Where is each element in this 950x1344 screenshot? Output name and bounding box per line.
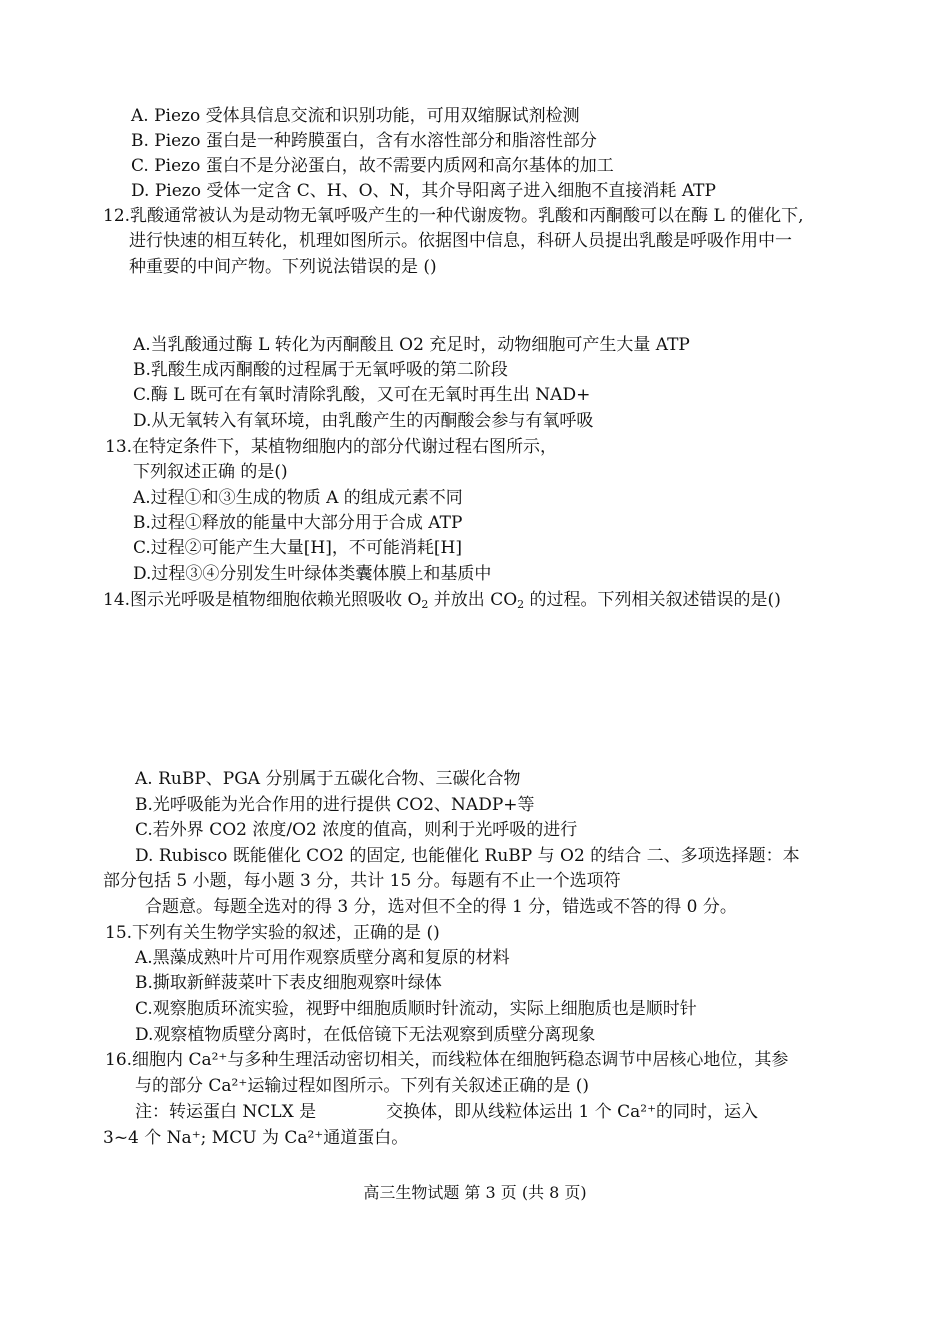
q11-option-c: C. Piezo 蛋白不是分泌蛋白，故不需要内质网和高尔基体的加工 — [131, 156, 614, 176]
q14-option-c: C.若外界 CO2 浓度/O2 浓度的值高，则利于光呼吸的进行 — [135, 820, 578, 840]
q16-note-part-b: 交换体，即从线粒体运出 1 个 Ca²⁺的同时，运入 — [386, 1102, 759, 1122]
q12-stem-line1: 12.乳酸通常被认为是动物无氧呼吸产生的一种代谢废物。乳酸和丙酮酸可以在酶 L 的催化下, — [103, 206, 804, 226]
q12-stem-line3: 种重要的中间产物。下列说法错误的是 () — [129, 257, 437, 277]
q14-stem-part-b: 并放出 CO — [428, 590, 518, 610]
q12-option-c: C.酶 L 既可在有氧时清除乳酸，又可在无氧时再生出 NAD+ — [133, 385, 591, 405]
page-footer: 高三生物试题 第 3 页 (共 8 页) — [363, 1183, 587, 1202]
q11-option-d: D. Piezo 受体一定含 C、H、O、N，其介导阳离子进入细胞不直接消耗 ATP — [131, 181, 716, 201]
q15-option-c: C.观察胞质环流实验，视野中细胞质顺时针流动，实际上细胞质也是顺时针 — [135, 999, 697, 1019]
q13-option-b: B.过程①释放的能量中大部分用于合成 ATP — [133, 513, 463, 533]
section2-intro-line1: 部分包括 5 小题，每小题 3 分，共计 15 分。每题有不止一个选项符 — [103, 871, 621, 891]
section2-intro-line2: 合题意。每题全选对的得 3 分，选对但不全的得 1 分，错选或不答的得 0 分。 — [145, 897, 737, 917]
q14-option-a: A. RuBP、PGA 分别属于五碳化合物、三碳化合物 — [135, 769, 521, 789]
q16-note-line1 — [135, 1101, 758, 1123]
q13-stem-line1: 13.在特定条件下，某植物细胞内的部分代谢过程右图所示， — [105, 437, 558, 457]
q16-stem-line1: 16.细胞内 Ca²⁺与多种生理活动密切相关，而线粒体在细胞钙稳态调节中居核心地位，其参 — [105, 1050, 789, 1070]
q13-stem-line2: 下列叙述正确 的是() — [133, 462, 288, 482]
q15-option-b: B.撕取新鲜菠菜叶下表皮细胞观察叶绿体 — [135, 973, 442, 993]
q14-stem-part-a: 14.图示光呼吸是植物细胞依赖光照吸收 O — [103, 590, 422, 610]
q14-option-b: B.光呼吸能为光合作用的进行提供 CO2、NADP+等 — [135, 795, 535, 815]
q14-stem-part-c: 的过程。下列相关叙述错误的是() — [524, 590, 781, 610]
q12-option-b: B.乳酸生成丙酮酸的过程属于无氧呼吸的第二阶段 — [133, 360, 508, 380]
q14-subscript-o2: 2 — [421, 598, 429, 611]
q11-option-a: A. Piezo 受体具信息交流和识别功能，可用双缩脲试剂检测 — [131, 106, 580, 126]
q13-option-a: A.过程①和③生成的物质 A 的组成元素不同 — [133, 488, 463, 508]
q15-option-d: D.观察植物质壁分离时，在低倍镜下无法观察到质壁分离现象 — [135, 1025, 596, 1045]
q13-option-c: C.过程②可能产生大量[H]，不可能消耗[H] — [133, 538, 462, 558]
q16-stem-line2: 与的部分 Ca²⁺运输过程如图所示。下列有关叙述正确的是 () — [135, 1076, 590, 1096]
q15-option-a: A.黑藻成熟叶片可用作观察质壁分离和复原的材料 — [135, 948, 510, 968]
q16-note-line2: 3~4 个 Na⁺; MCU 为 Ca²⁺通道蛋白。 — [103, 1128, 409, 1148]
q14-option-d: D. Rubisco 既能催化 CO2 的固定, 也能催化 RuBP 与 O2 的结合 二、多项选择题：本 — [135, 846, 800, 866]
q12-stem-line2: 进行快速的相互转化，机理如图所示。依据图中信息，科研人员提出乳酸是呼吸作用中一 — [129, 231, 792, 251]
q12-option-a: A.当乳酸通过酶 L 转化为丙酮酸且 O2 充足时，动物细胞可产生大量 ATP — [133, 335, 690, 355]
q14-stem — [103, 589, 781, 611]
q12-option-d: D.从无氧转入有氧环境，由乳酸产生的丙酮酸会参与有氧呼吸 — [133, 411, 594, 431]
q16-note-part-a: 注：转运蛋白 NCLX 是 — [135, 1102, 317, 1122]
q13-option-d: D.过程③④分别发生叶绿体类囊体膜上和基质中 — [133, 564, 492, 584]
q15-stem: 15.下列有关生物学实验的叙述，正确的是 () — [105, 923, 440, 943]
q14-subscript-co2: 2 — [517, 598, 525, 611]
q11-option-b: B. Piezo 蛋白是一种跨膜蛋白，含有水溶性部分和脂溶性部分 — [131, 131, 597, 151]
